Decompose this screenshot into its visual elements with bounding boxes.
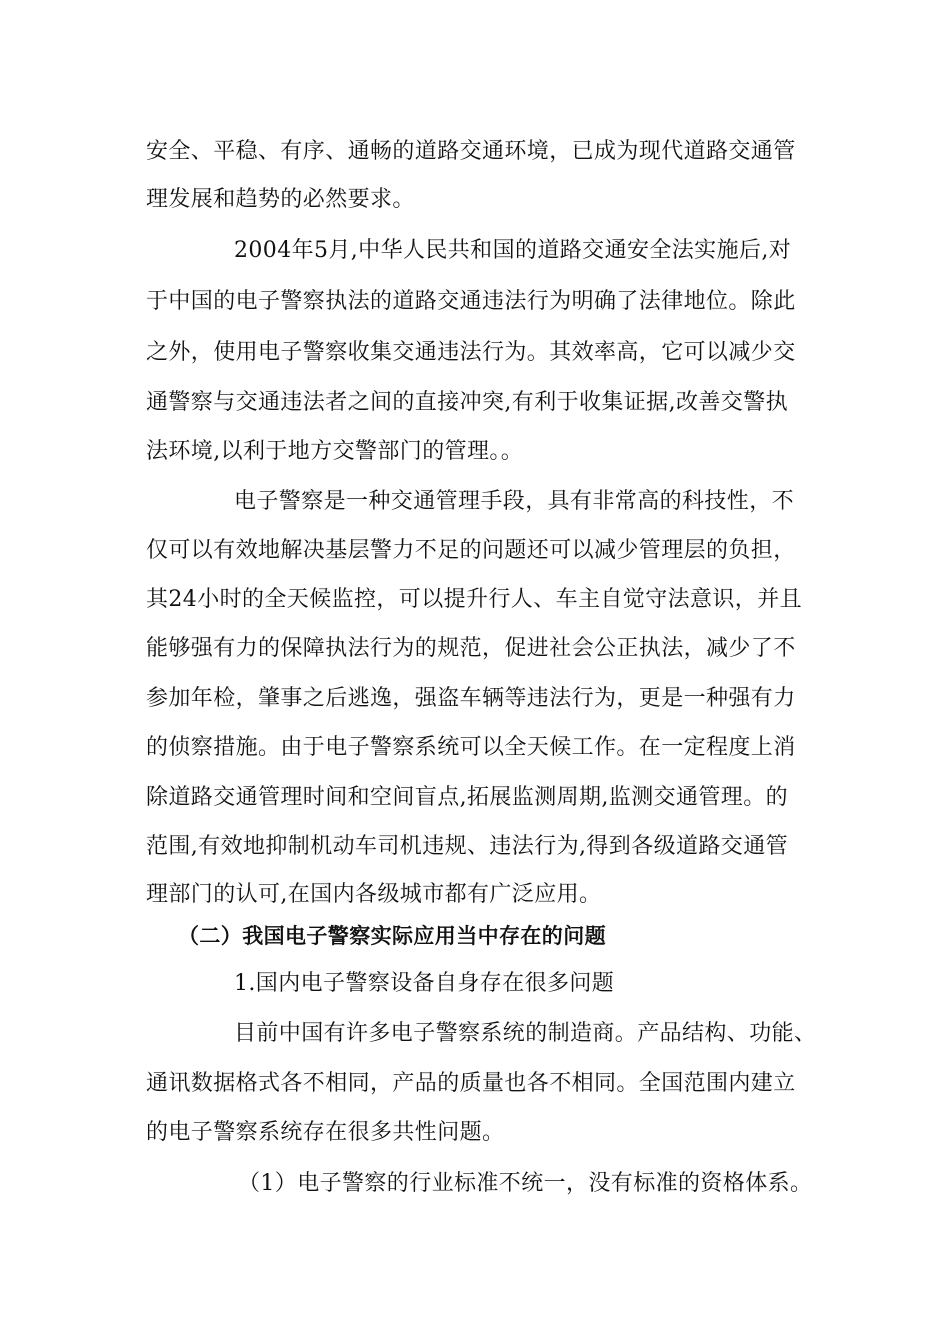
paragraph-3-line-4: 能够强有力的保障执法行为的规范，促进社会公正执法，减少了不	[146, 636, 796, 661]
subsection-heading: 1.国内电子警察设备自身存在很多问题	[234, 971, 615, 996]
paragraph-3-line-5: 参加年检，肇事之后逃逸，强盗车辆等违法行为，更是一种强有力	[146, 686, 796, 711]
paragraph-3-line-1: 电子警察是一种交通管理手段，具有非常高的科技性，不	[234, 489, 795, 514]
paragraph-3-line-7: 除道路交通管理时间和空间盲点,拓展监测周期,监测交通管理。的	[146, 785, 788, 810]
paragraph-4-line-3: 的电子警察系统存在很多共性问题。	[146, 1120, 505, 1145]
paragraph-4-line-1: 目前中国有许多电子警察系统的制造商。产品结构、功能、	[234, 1021, 816, 1046]
paragraph-3-line-6: 的侦察措施。由于电子警察系统可以全天候工作。在一定程度上消	[146, 735, 796, 760]
paragraph-2-line-1: 2004年5月,中华人民共和国的道路交通安全法实施后,对	[234, 238, 792, 263]
paragraph-1-line-2: 理发展和趋势的必然要求。	[146, 187, 415, 212]
paragraph-2-line-2: 于中国的电子警察执法的道路交通违法行为明确了法律地位。除此	[146, 289, 796, 314]
paragraph-3-line-2: 仅可以有效地解决基层警力不足的问题还可以减少管理层的负担，	[146, 538, 796, 563]
paragraph-3-line-3: 其24小时的全天候监控，可以提升行人、车主自觉守法意识，并且	[146, 587, 802, 612]
paragraph-3-line-9: 理部门的认可,在国内各级城市都有广泛应用。	[146, 882, 602, 907]
paragraph-2-line-5: 法环境,以利于地方交警部门的管理。。	[146, 439, 524, 464]
paragraph-3-line-8: 范围,有效地抑制机动车司机违规、违法行为,得到各级道路交通管	[146, 834, 788, 859]
paragraph-2-line-4: 通警察与交通违法者之间的直接冲突,有利于收集证据,改善交警执	[146, 390, 788, 415]
paragraph-2-line-3: 之外，使用电子警察收集交通违法行为。其效率高，它可以减少交	[146, 340, 796, 365]
paragraph-4-line-2: 通讯数据格式各不相同，产品的质量也各不相同。全国范围内建立	[146, 1071, 796, 1096]
paragraph-1-line-1: 安全、平稳、有序、通畅的道路交通环境，已成为现代道路交通管	[146, 139, 796, 164]
list-item-1: （1）电子警察的行业标准不统一，没有标准的资格体系。	[238, 1171, 813, 1196]
section-heading: （二）我国电子警察实际应用当中存在的问题	[178, 924, 606, 948]
